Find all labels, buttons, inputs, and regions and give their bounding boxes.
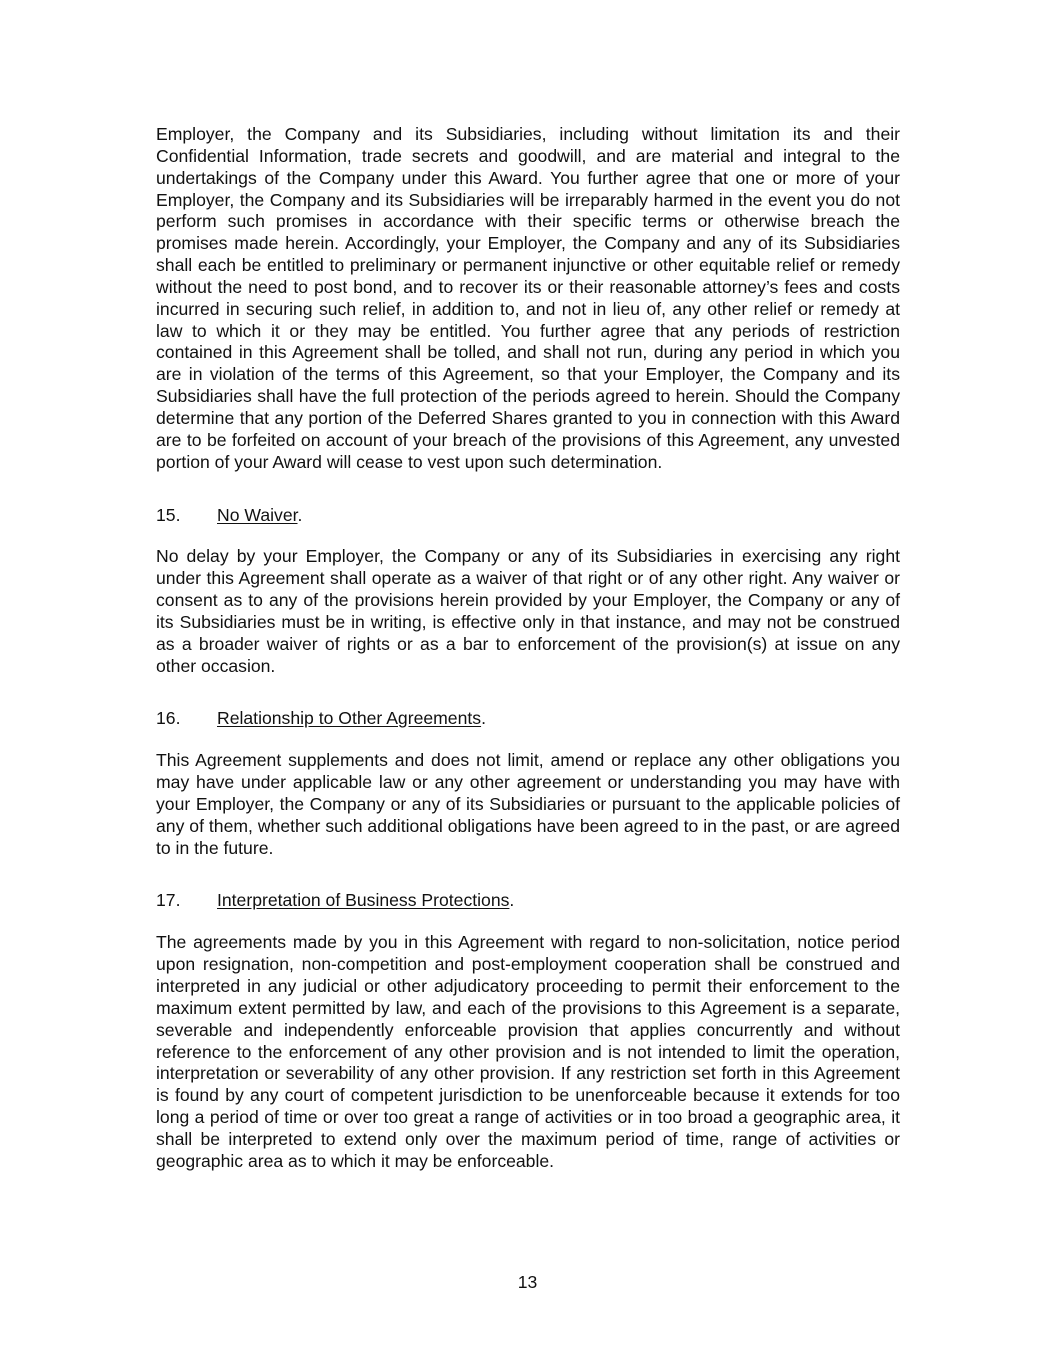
- section-15-title-period: .: [297, 504, 303, 525]
- section-16-number: 16.: [156, 708, 181, 729]
- section-17-heading: [156, 890, 900, 912]
- section-16-body: This Agreement supplements and does not limit, amend or replace any other obligations you may have under applicable law or any other agreement or understanding you may have with your Employer, the Company or any of its Subsidiaries or pursuant to the applicable policies of any of them, whether such additional obligations have been agreed to in the past, or are agreed to in the future.: [156, 750, 900, 858]
- section-15-heading: [156, 505, 900, 527]
- section-16-heading: [156, 708, 900, 730]
- page-number: 13: [517, 1272, 538, 1292]
- section-16-title-period: .: [481, 708, 486, 729]
- section-15-number: 15.: [156, 504, 181, 525]
- section-15-body: No delay by your Employer, the Company or any of its Subsidiaries in exercising any right under this Agreement shall operate as a waiver of that right or of any other right. Any waiver or consent as to any of the provisions herein provided by your Employer, the Company or any of its Subsidiaries must be in writing, is effective only in that instance, and may not be construed as a broader waiver of rights or as a bar to enforcement of the provision(s) at issue on any other occasion.: [156, 546, 900, 676]
- section-16-title: Relationship to Other Agreements: [217, 708, 482, 729]
- section-17-body: The agreements made by you in this Agreement with regard to non-solicitation, notice period upon resignation, non-competition and post-employment cooperation shall be construed and interpreted in any judicial or other adjudicatory proceeding to permit their enforcement to the maximum extent permitted by law, and each of the provisions to this Agreement is a separate, severable and independently enforceable provision that applies concurrently and without reference to the enforcement of any other provision and is not intended to limit the operation, interpretation or severability of any other provision. If any restriction set forth in this Agreement is found by any court of competent jurisdiction to be unenforceable because it extends for too long a period of time or over too great a range of activities or in too broad a geographic area, it shall be interpreted to extend only over the maximum period of time, range of activities or geographic area as to which it may be enforceable.: [156, 932, 900, 1171]
- section-17-title-period: .: [509, 890, 515, 911]
- intro-paragraph: Employer, the Company and its Subsidiaries, including without limitation its and their Confidential Information, trade secrets and goodwill, and are material and integral to the undertakings of the Company under this Award. You further agree that one or more of your Employer, the Company and its Subsidiaries will be irreparably harmed in the event you do not perform such promises in accordance with their specific terms or otherwise breach the promises made herein. Accordingly, your Employer, the Company and any of its Subsidiaries shall each be entitled to preliminary or permanent injunctive or other equitable relief or remedy without the need to post bond, and to recover its or their reasonable attorney’s fees and costs incurred in securing such relief, in addition to, and not in lieu of, any other relief or remedy at law to which it or they may be entitled. You further agree that any periods of restriction contained in this Agreement shall be tolled, and shall not run, during any period in which you are in violation of the terms of this Agreement, so that your Employer, the Company and its Subsidiaries shall have the full protection of the periods agreed to herein. Should the Company determine that any portion of the Deferred Shares granted to you in connection with this Award are to be forfeited on account of your breach of the provisions of this Agreement, any unvested portion of your Award will cease to vest upon such determination.: [156, 124, 900, 472]
- section-15-title: No Waiver: [217, 504, 298, 525]
- section-17-title: Interpretation of Business Protections: [217, 890, 510, 911]
- section-17-number: 17.: [156, 890, 181, 911]
- document-page: [156, 124, 900, 1173]
